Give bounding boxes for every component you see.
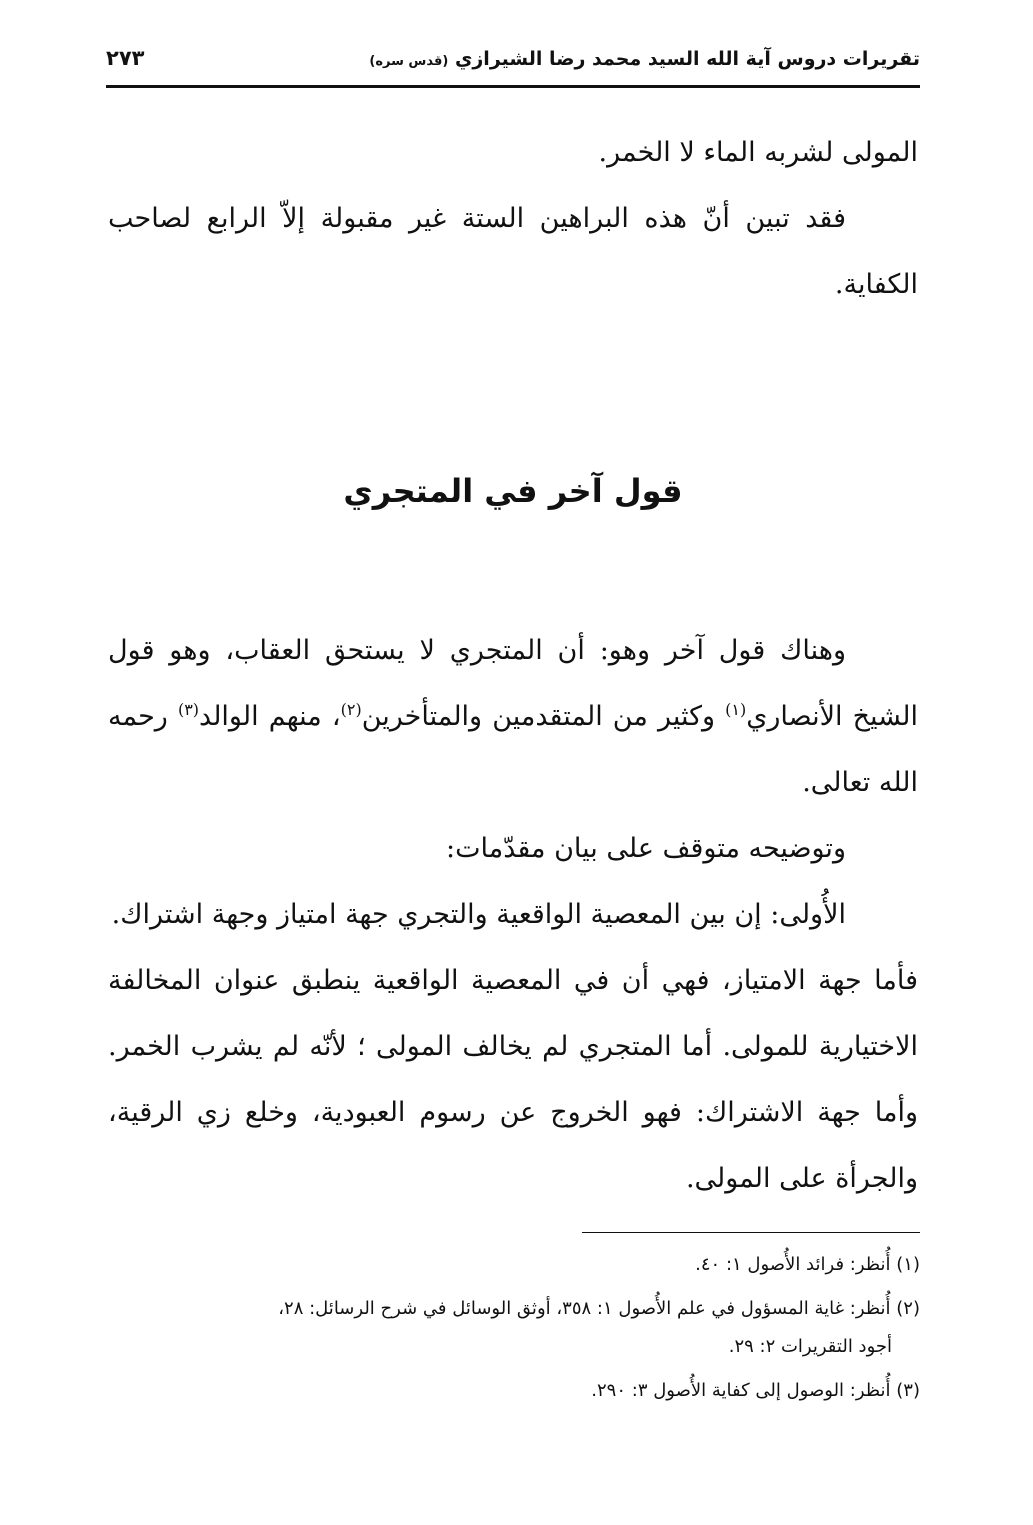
main-text (108, 618, 918, 1212)
running-header (106, 38, 920, 82)
paragraph-1 (108, 618, 918, 816)
paragraph-1-text-b: وكثير من المتقدمين والمتأخرين (361, 701, 726, 732)
footnote-divider (582, 1232, 920, 1233)
header-divider (106, 85, 920, 88)
footnote-2 (108, 1290, 920, 1366)
paragraph-4: فأما جهة الامتياز، فهي أن في المعصية الواقعية ينطبق عنوان المخالفة الاختيارية للمولى. أما المتجري لم يخالف المولى ؛ لأنّه لم يشرب الخمر. وأما جهة الاشتراك: فهو الخروج عن رسوم العبودية، وخلع زي الرقية، والجرأة على المولى. (108, 965, 918, 1194)
section-heading: قول آخر في المتجري (343, 472, 683, 510)
running-title (369, 48, 920, 70)
footnote-ref-2: (٢) (340, 700, 362, 719)
footnotes (108, 1246, 920, 1416)
page-number: ٢٧٣ (106, 46, 145, 70)
footnote-2-line-1: (٢) أُنظر: غاية المسؤول في علم الأُصول ١: ٣٥٨، أوثق الوسائل في شرح الرسائل: ٢٨، (278, 1298, 920, 1319)
running-title-text: تقريرات دروس آية الله السيد محمد رضا الشيرازي (454, 48, 920, 70)
intro-line: المولى لشربه الماء لا الخمر. (598, 137, 918, 168)
running-title-suffix: (قدس سره) (369, 54, 449, 69)
paragraph-1-text-c: ، منهم الوالد (199, 701, 341, 732)
footnote-1: (١) أُنظر: فرائد الأُصول ١: ٤٠. (695, 1254, 920, 1275)
intro-text (108, 120, 918, 318)
footnote-ref-1: (١) (725, 700, 747, 719)
intro-paragraph: فقد تبين أنّ هذه البراهين الستة غير مقبولة إلاّ الرابع لصاحب الكفاية. (108, 203, 918, 300)
paragraph-1-text-d: رحمه الله تعالى. (108, 701, 918, 798)
footnote-3: (٣) أُنظر: الوصول إلى كفاية الأُصول ٣: ٢٩٠. (591, 1380, 920, 1401)
paragraph-1-text-a: وهناك قول آخر وهو: أن المتجري لا يستحق العقاب، وهو قول الشيخ الأنصاري (108, 635, 918, 732)
paragraph-3: الأُولى: إن بين المعصية الواقعية والتجري جهة امتياز وجهة اشتراك. (111, 899, 846, 930)
footnote-ref-3: (٣) (177, 700, 200, 719)
footnote-2-line-2: أجود التقريرات ٢: ٢٩. (728, 1336, 892, 1357)
paragraph-2: وتوضيحه متوقف على بيان مقدّمات: (446, 833, 846, 864)
